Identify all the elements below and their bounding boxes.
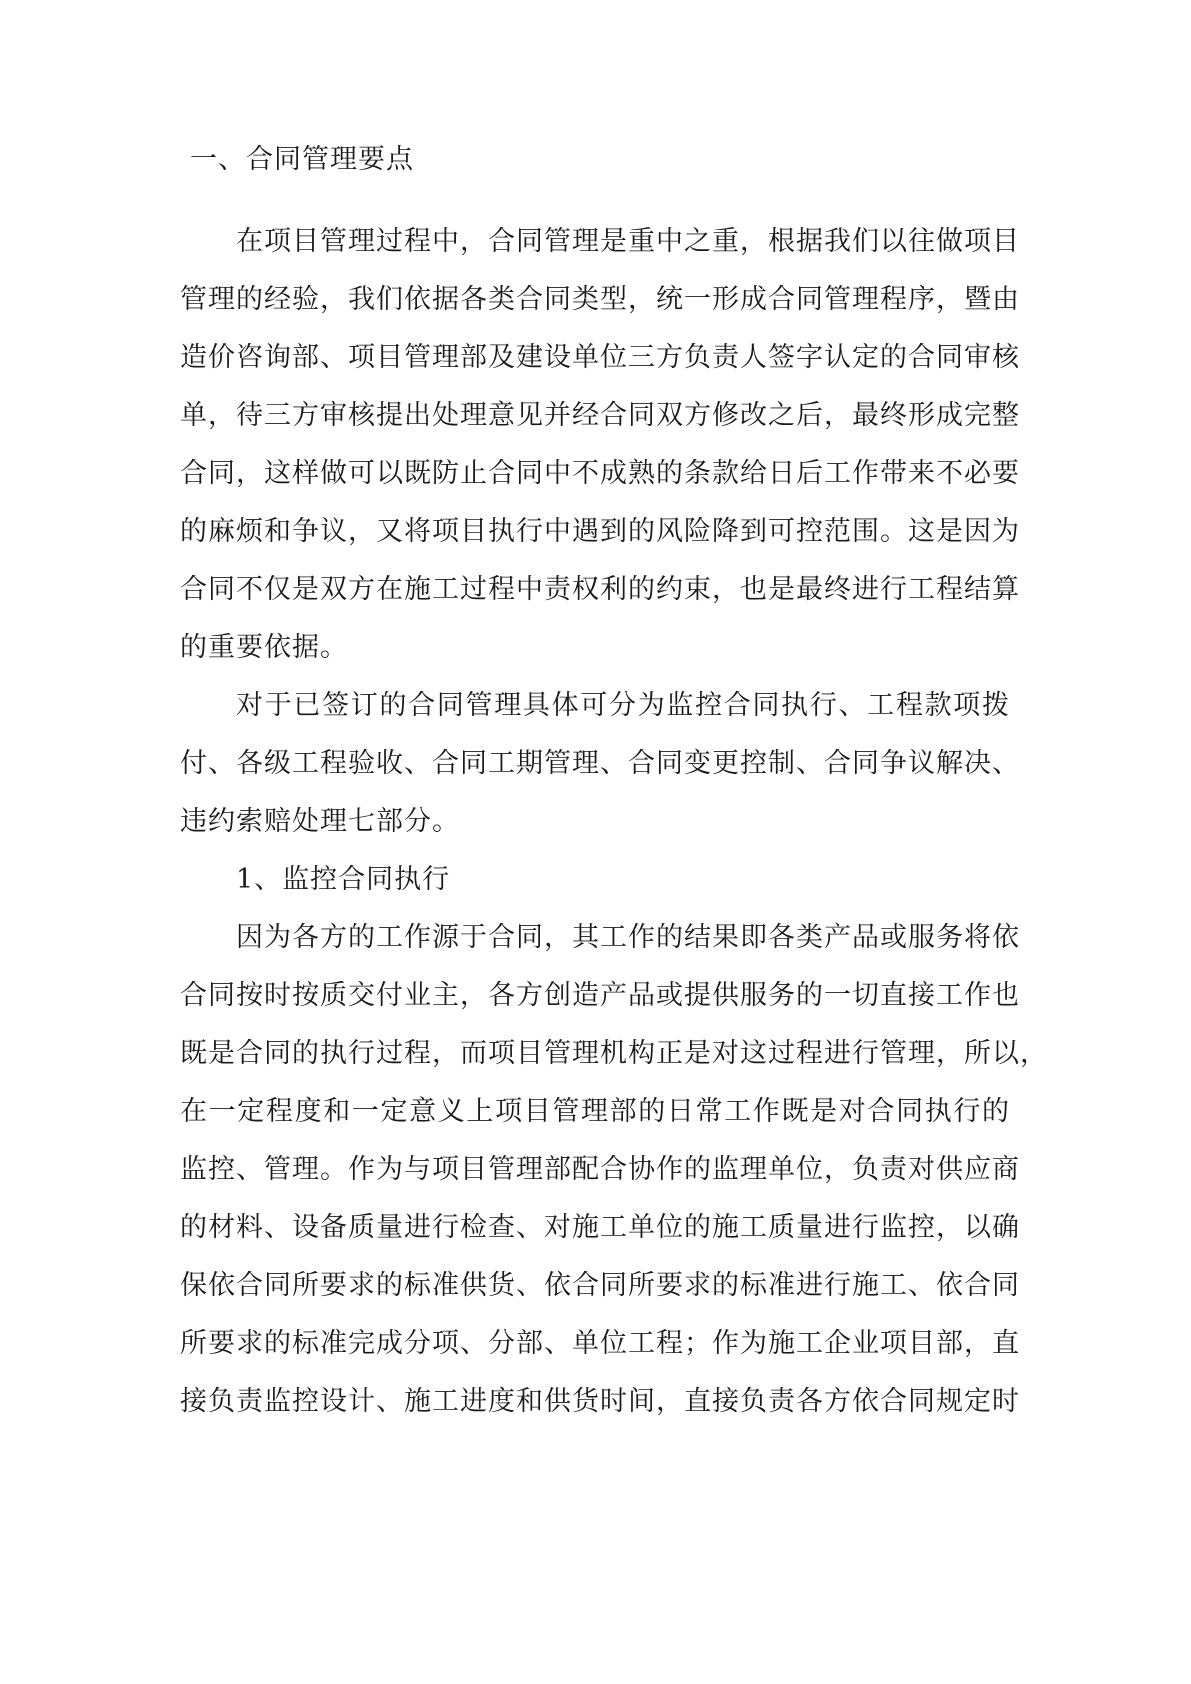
paragraph-line: 因为各方的工作源于合同，其工作的结果即各类产品或服务将依 — [236, 922, 1020, 953]
subsection-heading: 1、监控合同执行 — [236, 864, 451, 895]
paragraph-line: 付、各级工程验收、合同工期管理、合同变更控制、合同争议解决、 — [180, 748, 1020, 779]
paragraph-line: 违约索赔处理七部分。 — [180, 806, 460, 837]
paragraph-line: 合同不仅是双方在施工过程中责权利的约束，也是最终进行工程结算 — [180, 574, 1020, 605]
paragraph-line: 保依合同所要求的标准供货、依合同所要求的标准进行施工、依合同 — [180, 1270, 1020, 1301]
paragraph-line: 在一定程度和一定意义上项目管理部的日常工作既是对合同执行的 — [180, 1096, 1010, 1127]
paragraph-line: 接负责监控设计、施工进度和供货时间，直接负责各方依合同规定时 — [180, 1386, 1020, 1417]
paragraph-line: 的麻烦和争议，又将项目执行中遇到的风险降到可控范围。这是因为 — [180, 516, 1020, 547]
paragraph-line: 的重要依据。 — [180, 632, 348, 663]
section-heading: 一、合同管理要点 — [190, 144, 414, 175]
paragraph-line: 合同按时按质交付业主，各方创造产品或提供服务的一切直接工作也 — [180, 980, 1020, 1011]
paragraph-line: 所要求的标准完成分项、分部、单位工程；作为施工企业项目部，直 — [180, 1328, 1020, 1359]
paragraph-line: 对于已签订的合同管理具体可分为监控合同执行、工程款项拨 — [236, 690, 1010, 721]
paragraph-line: 单，待三方审核提出处理意见并经合同双方修改之后，最终形成完整 — [180, 400, 1020, 431]
paragraph-line: 既是合同的执行过程，而项目管理机构正是对这过程进行管理，所以， — [180, 1038, 1048, 1069]
paragraph-line: 管理的经验，我们依据各类合同类型，统一形成合同管理程序，暨由 — [180, 284, 1020, 315]
paragraph-line: 在项目管理过程中，合同管理是重中之重，根据我们以往做项目 — [236, 226, 1020, 257]
paragraph-line: 造价咨询部、项目管理部及建设单位三方负责人签字认定的合同审核 — [180, 342, 1020, 373]
paragraph-line: 监控、管理。作为与项目管理部配合协作的监理单位，负责对供应商 — [180, 1154, 1020, 1185]
paragraph-line: 合同，这样做可以既防止合同中不成熟的条款给日后工作带来不必要 — [180, 458, 1020, 489]
paragraph-line: 的材料、设备质量进行检查、对施工单位的施工质量进行监控，以确 — [180, 1212, 1020, 1243]
